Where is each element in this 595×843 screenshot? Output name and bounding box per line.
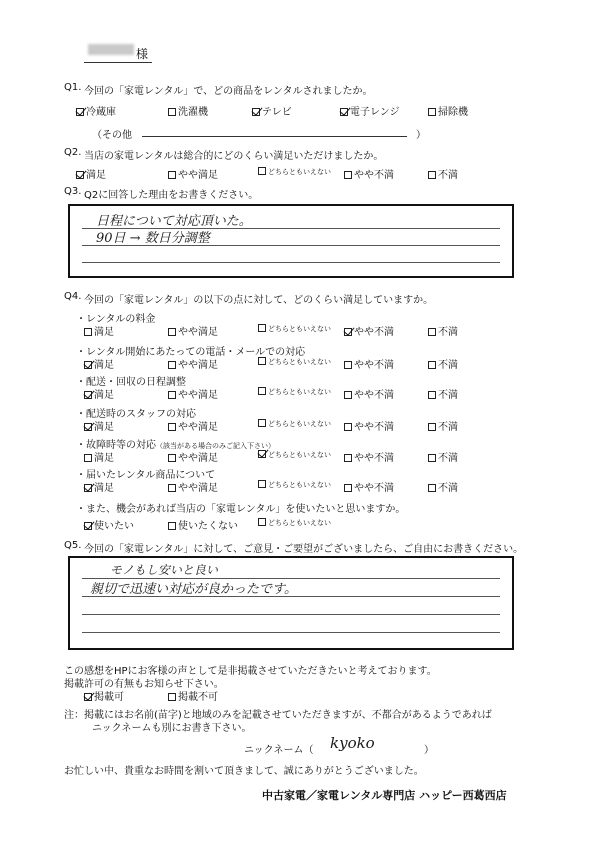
option-label: 洗濯機 <box>178 107 208 118</box>
option-label: やや不満 <box>354 170 394 181</box>
q4-item-note: （該当がある場合のみご記入下さい） <box>156 442 275 450</box>
option-label: やや満足 <box>178 453 218 464</box>
q4-option[interactable] <box>84 323 114 338</box>
q4-option[interactable] <box>258 323 331 334</box>
option-label: 満足 <box>94 360 114 371</box>
q3-rule <box>82 262 500 263</box>
q4-item-title: ・配送時のスタッフの対応 <box>76 409 196 420</box>
q1-option[interactable] <box>340 103 400 118</box>
checkbox[interactable] <box>84 522 92 530</box>
checkbox[interactable] <box>340 108 348 116</box>
q4-option[interactable] <box>258 449 331 460</box>
q5-answer-line-1: モノもし安いと良い <box>110 563 218 577</box>
q4-number: Q4. <box>64 291 82 302</box>
q4-option[interactable] <box>344 449 394 464</box>
checkbox[interactable] <box>252 108 260 116</box>
checkbox[interactable] <box>428 328 436 336</box>
store-footer: 中古家電／家電レンタル専門店 ハッピー西葛西店 <box>262 789 507 802</box>
option-label: 不満 <box>438 453 458 464</box>
option-label: どちらともいえない <box>268 325 331 333</box>
q5-rule <box>82 614 500 615</box>
option-label: やや満足 <box>178 390 218 401</box>
q4-item-title: ・レンタル開始にあたっての電話・メールでの対応 <box>76 347 306 358</box>
q4-option[interactable] <box>168 418 218 433</box>
q1-other-close: ） <box>416 130 426 141</box>
q4-option[interactable] <box>168 356 218 371</box>
option-label: やや満足 <box>178 483 218 494</box>
option-label: やや満足 <box>178 170 218 181</box>
q2-option[interactable] <box>428 166 458 181</box>
option-label: どちらともいえない <box>268 388 331 396</box>
q1-question: 今回の「家電レンタル」で、どの商品をレンタルされましたか。 <box>84 86 373 97</box>
q1-number: Q1. <box>64 82 82 93</box>
q4-option[interactable] <box>428 479 458 494</box>
nickname-label: ニックネーム（ <box>244 745 314 756</box>
q4-item-title: ・届いたレンタル商品について <box>76 470 216 481</box>
checkbox[interactable] <box>428 391 436 399</box>
q4-option[interactable] <box>258 356 331 367</box>
option-label: 不満 <box>438 360 458 371</box>
option-label: やや不満 <box>354 390 394 401</box>
checkbox[interactable] <box>428 171 436 179</box>
checkbox[interactable] <box>84 328 92 336</box>
checkbox[interactable] <box>168 484 176 492</box>
q4-option[interactable] <box>84 356 114 371</box>
option-label: 掲載可 <box>94 692 124 703</box>
option-label: やや不満 <box>354 360 394 371</box>
checkbox[interactable] <box>76 171 84 179</box>
option-label: テレビ <box>262 107 292 118</box>
q1-option[interactable] <box>252 103 292 118</box>
consent-line-2: 掲載許可の有無もお知らせ下さい。 <box>64 679 224 690</box>
q4-option[interactable] <box>428 418 458 433</box>
q4-option[interactable] <box>84 449 114 464</box>
checkbox[interactable] <box>84 693 92 701</box>
q3-answer-line-2: 90日 → 数日分調整 <box>96 231 210 246</box>
option-label: 使いたい <box>94 521 134 532</box>
q4-option[interactable] <box>344 386 394 401</box>
thanks-message: お忙しい中、貴重なお時間を割いて頂きまして、誠にありがとうございました。 <box>64 766 424 777</box>
q4-question: 今回の「家電レンタル」の以下の点に対して、どのくらい満足していますか。 <box>84 295 434 306</box>
q1-other-open: （その他 <box>92 130 132 141</box>
checkbox[interactable] <box>168 171 176 179</box>
checkbox[interactable] <box>168 454 176 462</box>
checkbox[interactable] <box>428 454 436 462</box>
q2-option[interactable] <box>344 166 394 181</box>
q3-answer-line-1: 日程について対応頂いた。 <box>96 214 252 229</box>
option-label: やや不満 <box>354 483 394 494</box>
checkbox[interactable] <box>84 484 92 492</box>
q3-question: Q2に回答した理由をお書きください。 <box>84 190 259 201</box>
checkbox[interactable] <box>428 484 436 492</box>
checkbox[interactable] <box>168 391 176 399</box>
checkbox[interactable] <box>168 328 176 336</box>
q2-question: 当店の家電レンタルは総合的にどのくらい満足いただけましたか。 <box>84 151 384 162</box>
note-line-2: ニックネームも別にお書き下さい。 <box>92 723 252 734</box>
consent-line-1: この感想をHPにお客様の声として是非掲載させていただきたいと考えております。 <box>64 666 437 677</box>
checkbox[interactable] <box>84 361 92 369</box>
checkbox[interactable] <box>344 454 352 462</box>
q4-option[interactable] <box>258 386 331 397</box>
checkbox[interactable] <box>344 361 352 369</box>
checkbox[interactable] <box>428 361 436 369</box>
checkbox[interactable] <box>344 328 352 336</box>
option-label: 満足 <box>86 170 106 181</box>
q4-option[interactable] <box>344 323 394 338</box>
checkbox[interactable] <box>84 454 92 462</box>
q4-reuse-title: ・また、機会があれば当店の「家電レンタル」を使いたいと思いますか。 <box>76 504 406 515</box>
option-label: 使いたくない <box>178 521 238 532</box>
checkbox[interactable] <box>168 522 176 530</box>
q4-option[interactable] <box>344 418 394 433</box>
option-label: 不満 <box>438 327 458 338</box>
option-label: 満足 <box>94 390 114 401</box>
option-label: 不満 <box>438 170 458 181</box>
q4-option[interactable] <box>428 449 458 464</box>
q4-option[interactable] <box>344 356 394 371</box>
q4-reuse-option[interactable] <box>168 517 238 532</box>
option-label: 満足 <box>94 327 114 338</box>
option-label: どちらともいえない <box>268 481 331 489</box>
q1-option[interactable] <box>168 103 208 118</box>
checkbox[interactable] <box>258 324 266 332</box>
option-label: やや満足 <box>178 360 218 371</box>
checkbox[interactable] <box>428 108 436 116</box>
q4-option[interactable] <box>168 449 218 464</box>
option-label: やや不満 <box>354 327 394 338</box>
customer-name-redacted <box>88 44 134 55</box>
option-label: 冷蔵庫 <box>86 107 116 118</box>
option-label: 満足 <box>94 422 114 433</box>
q2-option[interactable] <box>258 166 331 177</box>
q5-rule <box>82 632 500 633</box>
option-label: 満足 <box>94 483 114 494</box>
checkbox[interactable] <box>76 108 84 116</box>
checkbox[interactable] <box>258 167 266 175</box>
option-label: やや不満 <box>354 422 394 433</box>
checkbox[interactable] <box>258 357 266 365</box>
q4-option[interactable] <box>84 418 114 433</box>
checkbox[interactable] <box>344 423 352 431</box>
nickname-close: ） <box>424 745 434 756</box>
q4-option[interactable] <box>428 323 458 338</box>
checkbox[interactable] <box>344 391 352 399</box>
q4-item-title: ・レンタルの料金 <box>76 314 156 325</box>
option-label: 掃除機 <box>438 107 468 118</box>
q1-other-field[interactable] <box>142 136 407 137</box>
option-label: やや満足 <box>178 422 218 433</box>
checkbox[interactable] <box>168 693 176 701</box>
option-label: 掲載不可 <box>178 692 218 703</box>
option-label: やや満足 <box>178 327 218 338</box>
checkbox[interactable] <box>84 423 92 431</box>
q4-option[interactable] <box>428 386 458 401</box>
q4-reuse-option[interactable] <box>258 517 331 528</box>
q4-option[interactable] <box>258 418 331 429</box>
option-label: どちらともいえない <box>268 451 331 459</box>
option-label: 不満 <box>438 422 458 433</box>
checkbox[interactable] <box>344 484 352 492</box>
q4-option[interactable] <box>428 356 458 371</box>
checkbox[interactable] <box>168 361 176 369</box>
q4-option[interactable] <box>258 479 331 490</box>
option-label: 満足 <box>94 453 114 464</box>
checkbox[interactable] <box>168 108 176 116</box>
option-label: やや不満 <box>354 453 394 464</box>
q2-number: Q2. <box>64 147 82 158</box>
checkbox[interactable] <box>344 171 352 179</box>
note-line-1: 注：掲載にはお名前(苗字)と地域のみを記載させていただきますが、不都合があるようであれば <box>64 710 492 721</box>
nickname-value[interactable]: kyoko <box>330 734 375 752</box>
checkbox[interactable] <box>84 391 92 399</box>
option-label: 電子レンジ <box>350 107 400 118</box>
q1-option[interactable] <box>76 103 116 118</box>
q4-item-title: ・配送・回収の日程調整 <box>76 377 186 388</box>
consent-option[interactable] <box>84 688 124 703</box>
checkbox[interactable] <box>258 450 266 458</box>
q3-answer-box[interactable] <box>68 204 514 278</box>
q5-question: 今回の「家電レンタル」に対して、ご意見・ご要望がございましたら、ご自由にお書きください。 <box>84 544 524 555</box>
checkbox[interactable] <box>258 480 266 488</box>
q2-option[interactable] <box>76 166 106 181</box>
q4-option[interactable] <box>168 386 218 401</box>
customer-name-underline <box>84 62 152 63</box>
option-label: どちらともいえない <box>268 168 331 176</box>
q5-answer-box[interactable] <box>68 556 514 650</box>
checkbox[interactable] <box>258 387 266 395</box>
option-label: 不満 <box>438 390 458 401</box>
checkbox[interactable] <box>428 423 436 431</box>
checkbox[interactable] <box>258 518 266 526</box>
option-label: どちらともいえない <box>268 358 331 366</box>
customer-suffix: 様 <box>136 47 149 61</box>
q4-item-title: ・故障時等の対応（該当がある場合のみご記入下さい） <box>76 440 275 451</box>
q4-reuse-option[interactable] <box>84 517 134 532</box>
q2-option[interactable] <box>168 166 218 181</box>
q4-option[interactable] <box>168 479 218 494</box>
q5-number: Q5. <box>64 540 82 551</box>
q4-option[interactable] <box>344 479 394 494</box>
checkbox[interactable] <box>168 423 176 431</box>
option-label: 不満 <box>438 483 458 494</box>
q5-answer-line-2: 親切で迅速い対応が良かったです。 <box>90 582 297 597</box>
option-label: どちらともいえない <box>268 519 331 527</box>
q4-option[interactable] <box>84 479 114 494</box>
q3-number: Q3. <box>64 186 82 197</box>
consent-option[interactable] <box>168 688 218 703</box>
checkbox[interactable] <box>258 419 266 427</box>
q4-option[interactable] <box>84 386 114 401</box>
q1-option[interactable] <box>428 103 468 118</box>
option-label: どちらともいえない <box>268 420 331 428</box>
q4-option[interactable] <box>168 323 218 338</box>
